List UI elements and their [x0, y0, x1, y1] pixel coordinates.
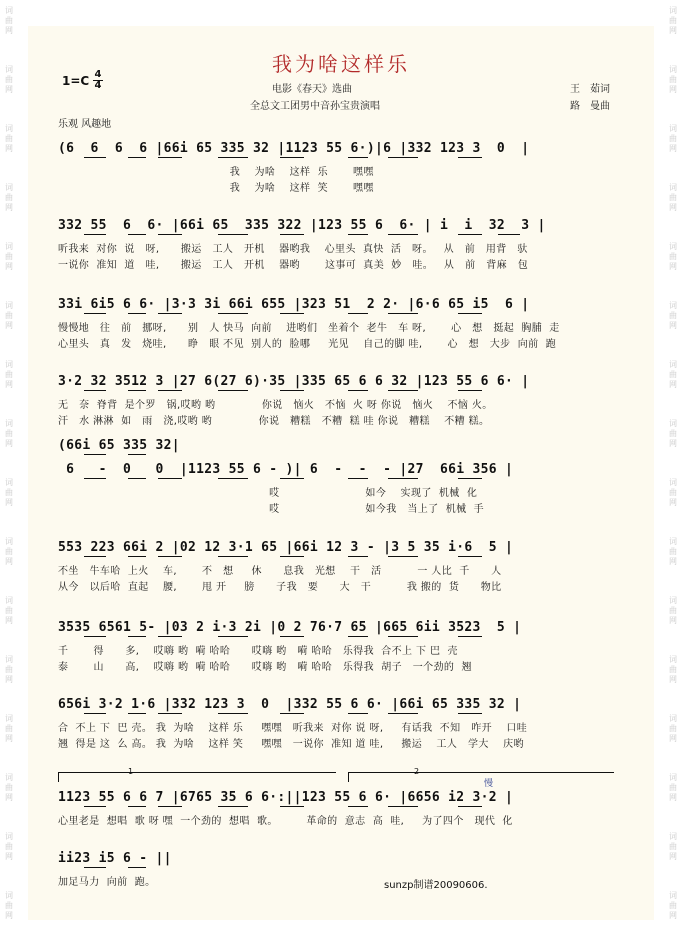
- jianpu-notes: ii23 i5 6 - ||: [58, 851, 172, 866]
- watermark-text: 词 曲 网: [5, 242, 13, 271]
- watermark-text: 词 曲 网: [5, 537, 13, 566]
- lyric-verse-2: 翘 得是 这 么 高。 我 为啥 这样 笑 嘿嘿 一说你 准知 道 哇, 搬运 工人 学大 庆哟: [58, 739, 524, 750]
- beam-line: [128, 234, 146, 235]
- watermark-text: 词 曲 网: [5, 124, 13, 153]
- watermark-text: 词 曲 网: [669, 419, 677, 448]
- score-line: [58, 374, 618, 434]
- watermark-text: 词 曲 网: [5, 478, 13, 507]
- lyric-verse-1: 我 为啥 这样 乐 嘿嘿: [58, 167, 374, 178]
- beam-line: [128, 454, 146, 455]
- beam-line: [128, 478, 146, 479]
- beam-line: [84, 713, 106, 714]
- jianpu-notes: 553 223 66i 2 |02 12 3·1 65 |66i 12 3 - |3 5 35 i·6 5 |: [58, 540, 514, 555]
- beam-line: [348, 157, 368, 158]
- volta-label-2: 2: [414, 767, 420, 776]
- watermark-text: 词 曲 网: [669, 773, 677, 802]
- watermark-text: 词 曲 网: [5, 773, 13, 802]
- beam-line: [458, 806, 482, 807]
- jianpu-notes: 332 55 6 6· |66i 65 335 322 |123 55 6 6· | i i 32 3 |: [58, 218, 546, 233]
- time-signature-top: 4: [94, 69, 102, 80]
- beam-line: [84, 390, 106, 391]
- beam-line: [348, 556, 368, 557]
- watermark-text: 词 曲 网: [669, 183, 677, 212]
- volta-bracket-1: [58, 772, 336, 782]
- beam-line: [458, 390, 482, 391]
- beam-line: [348, 478, 368, 479]
- watermark-text: 词 曲 网: [669, 124, 677, 153]
- lyric-verse-1: 千 得 多, 哎嗨 哟 嗬 哈哈 哎嗨 哟 嗬 哈哈 乐得我 合不上 下 巴 壳: [58, 646, 458, 657]
- watermark-text: 词 曲 网: [669, 655, 677, 684]
- jianpu-notes: (66i 65 335 32|: [58, 438, 180, 453]
- score-line: [58, 540, 618, 600]
- beam-line: [84, 867, 106, 868]
- jianpu-notes: 33i 6i5 6 6· |3·3 3i 66i 655 |323 51 2 2· |6·6 65 i5 6 |: [58, 297, 530, 312]
- watermark-text: 词 曲 网: [669, 832, 677, 861]
- beam-line: [458, 556, 482, 557]
- beam-line: [84, 234, 106, 235]
- lyricist-credit: 王 茹词: [570, 84, 610, 95]
- score-line: [58, 790, 618, 850]
- beam-line: [388, 556, 418, 557]
- beam-line: [158, 556, 182, 557]
- beam-line: [128, 713, 146, 714]
- beam-line: [84, 157, 106, 158]
- watermark-text: 词 曲 网: [669, 478, 677, 507]
- beam-line: [128, 636, 146, 637]
- lyric-verse-2: 哎 如今我 当上了 机械 手: [58, 504, 485, 515]
- watermark-text: 词 曲 网: [5, 301, 13, 330]
- transcriber-credit: sunzp制谱20090606.: [384, 880, 488, 891]
- jianpu-notes: 656i 3·2 1·6 |332 123 3 0 |332 55 6 6· |66i 65 335 32 |: [58, 697, 522, 712]
- score-line: [58, 620, 618, 680]
- key-signature: 1=C: [62, 74, 90, 88]
- beam-line: [388, 234, 418, 235]
- beam-line: [128, 157, 146, 158]
- watermark-text: 词 曲 网: [5, 832, 13, 861]
- beam-line: [218, 713, 248, 714]
- song-source: 电影《春天》选曲: [272, 84, 352, 95]
- beam-line: [388, 713, 418, 714]
- beam-line: [280, 806, 304, 807]
- beam-line: [218, 157, 248, 158]
- lyric-verse-2: 泰 山 高, 哎嗨 哟 嗬 哈哈 哎嗨 哟 嗬 哈哈 乐得我 胡子 一个劲的 翘: [58, 662, 472, 673]
- performer-credit: 全总文工团男中音孙宝贵演唱: [250, 101, 380, 112]
- lyric-verse-1: 不坐 牛车哈 上火 车, 不 想 休 息我 光想 干 活 一 人比 千 人: [58, 566, 502, 577]
- beam-line: [158, 234, 182, 235]
- beam-line: [84, 636, 106, 637]
- beam-line: [84, 806, 106, 807]
- watermark-column-right: [664, 0, 682, 947]
- beam-line: [128, 867, 146, 868]
- song-title: 我为啥这样乐: [272, 52, 410, 76]
- jianpu-notes: (6 6 6 6 |66i 65 335 32 |1123 55 6·)|6 |332 123 3 0 |: [58, 141, 530, 156]
- lyric-verse-2: 汗 水 淋淋 如 雨 浇,哎哟 哟 你说 糟糕 不糟 糕 哇 你说 糟糕 不糟 糕。: [58, 416, 490, 427]
- watermark-column-left: [0, 0, 18, 947]
- lyric-verse-1: 哎 如今 实现了 机械 化: [58, 488, 478, 499]
- beam-line: [158, 713, 182, 714]
- watermark-text: 词 曲 网: [5, 655, 13, 684]
- jianpu-notes: 6 - 0 0 |1123 55 6 - )| 6 - - - |27 66i 356 |: [58, 462, 514, 477]
- beam-line: [280, 478, 304, 479]
- beam-line: [458, 636, 482, 637]
- watermark-text: 词 曲 网: [5, 596, 13, 625]
- beam-line: [388, 313, 418, 314]
- beam-line: [158, 636, 182, 637]
- beam-line: [458, 157, 482, 158]
- beam-line: [388, 390, 418, 391]
- lyric-verse-1: 无 奈 脊背 是个罗 锅,哎哟 哟 你说 恼火 不恼 火 呀 你说 恼火 不恼 火。: [58, 400, 493, 411]
- lyric-verse-2: 从今 以后哈 直起 腰, 甩 开 膀 子我 要 大 干 我 搬的 货 物比: [58, 582, 502, 593]
- beam-line: [128, 390, 146, 391]
- score-line: [58, 141, 618, 201]
- beam-line: [280, 234, 304, 235]
- beam-line: [218, 556, 248, 557]
- beam-line: [218, 478, 248, 479]
- beam-line: [348, 313, 368, 314]
- watermark-text: 词 曲 网: [5, 360, 13, 389]
- beam-line: [158, 157, 182, 158]
- beam-line: [218, 806, 248, 807]
- time-signature-bottom: 4: [94, 80, 102, 91]
- beam-line: [218, 234, 248, 235]
- volta-label-1: 1: [128, 767, 134, 776]
- beam-line: [218, 636, 248, 637]
- watermark-text: 词 曲 网: [5, 6, 13, 35]
- score-line: [58, 297, 618, 357]
- beam-line: [280, 556, 304, 557]
- beam-line: [84, 454, 106, 455]
- beam-line: [388, 636, 418, 637]
- watermark-text: 词 曲 网: [669, 65, 677, 94]
- lyric-verse-1: 听我来 对你 说 呀, 搬运 工人 开机 器哟我 心里头 真快 活 呀。 从 前 用背 驮: [58, 244, 528, 255]
- beam-line: [280, 157, 304, 158]
- beam-line: [458, 478, 482, 479]
- tempo-change-mark: 慢: [484, 779, 494, 789]
- tempo-marking: 乐观 风趣地: [58, 119, 112, 130]
- beam-line: [348, 713, 368, 714]
- jianpu-notes: 3·2 32 3512 3 |27 6(27 6)·35 |335 65 6 6 32 |123 55 6 6· |: [58, 374, 530, 389]
- beam-line: [348, 234, 368, 235]
- beam-line: [348, 806, 368, 807]
- composer-credit: 路 曼曲: [570, 101, 610, 112]
- beam-line: [158, 478, 182, 479]
- beam-line: [280, 713, 304, 714]
- beam-line: [280, 313, 304, 314]
- watermark-text: 词 曲 网: [669, 891, 677, 920]
- beam-line: [158, 806, 182, 807]
- beam-line: [158, 390, 182, 391]
- beam-line: [348, 636, 368, 637]
- watermark-text: 词 曲 网: [5, 891, 13, 920]
- score-line: [58, 697, 618, 757]
- watermark-text: 词 曲 网: [669, 242, 677, 271]
- beam-line: [84, 478, 106, 479]
- beam-line: [280, 636, 304, 637]
- jianpu-notes: 1123 55 6 6 7 |6765 35 6 6·:||123 55 6 6· |6656 i2 3·2 |: [58, 790, 514, 805]
- watermark-text: 词 曲 网: [5, 419, 13, 448]
- watermark-text: 词 曲 网: [669, 360, 677, 389]
- beam-line: [218, 390, 248, 391]
- beam-line: [128, 556, 146, 557]
- beam-line: [84, 313, 106, 314]
- beam-underlines: [58, 454, 618, 462]
- time-signature: [93, 70, 103, 91]
- beam-line: [128, 313, 146, 314]
- beam-line: [458, 713, 482, 714]
- jianpu-notes: 3535 6561 5- |03 2 i·3 2i |0 2 76·7 65 |665 6ii 3523 5 |: [58, 620, 522, 635]
- lyric-verse-2: 心里头 真 发 烧哇, 睁 眼 不见 别人的 脸哪 光见 自己的脚 哇, 心 想 大步 向前 跑: [58, 339, 557, 350]
- beam-line: [388, 157, 418, 158]
- watermark-text: 词 曲 网: [5, 714, 13, 743]
- beam-line: [348, 390, 368, 391]
- beam-line: [388, 806, 418, 807]
- score-line: [58, 218, 618, 278]
- watermark-text: 词 曲 网: [5, 65, 13, 94]
- watermark-text: 词 曲 网: [5, 183, 13, 212]
- watermark-text: 词 曲 网: [669, 301, 677, 330]
- lyric-verse-1: 心里老是 想唱 歌 呀 嘿 一个劲的 想唱 歌。 革命的 意志 高 哇, 为了四个 现代 化: [58, 816, 513, 827]
- beam-line: [128, 806, 146, 807]
- watermark-text: 词 曲 网: [669, 6, 677, 35]
- watermark-text: 词 曲 网: [669, 596, 677, 625]
- lyric-verse-2: 一说你 准知 道 哇, 搬运 工人 开机 器哟 这事可 真美 妙 哇。 从 前 背麻 包: [58, 260, 529, 271]
- beam-line: [458, 234, 482, 235]
- beam-line: [280, 390, 304, 391]
- beam-line: [498, 234, 520, 235]
- lyric-verse-1: 合 不上 下 巴 壳。 我 为啥 这样 乐 嘿嘿 听我来 对你 说 呀, 有话我 不知 咋开 口哇: [58, 723, 528, 734]
- beam-line: [84, 556, 106, 557]
- beam-line: [158, 313, 182, 314]
- score-line: [58, 462, 618, 522]
- beam-line: [388, 478, 418, 479]
- beam-line: [458, 313, 482, 314]
- lyric-verse-1: 加足马力 向前 跑。: [58, 877, 156, 888]
- lyric-verse-2: 我 为啥 这样 笑 嘿嘿: [58, 183, 374, 194]
- lyric-verse-1: 慢慢地 往 前 挪呀, 别 人 快马 向前 进哟们 坐着个 老牛 车 呀, 心 想 挺起 胸脯 走: [58, 323, 560, 334]
- beam-line: [218, 313, 248, 314]
- score-line: [58, 851, 618, 911]
- watermark-text: 词 曲 网: [669, 537, 677, 566]
- volta-bracket-2: [348, 772, 614, 782]
- watermark-text: 词 曲 网: [669, 714, 677, 743]
